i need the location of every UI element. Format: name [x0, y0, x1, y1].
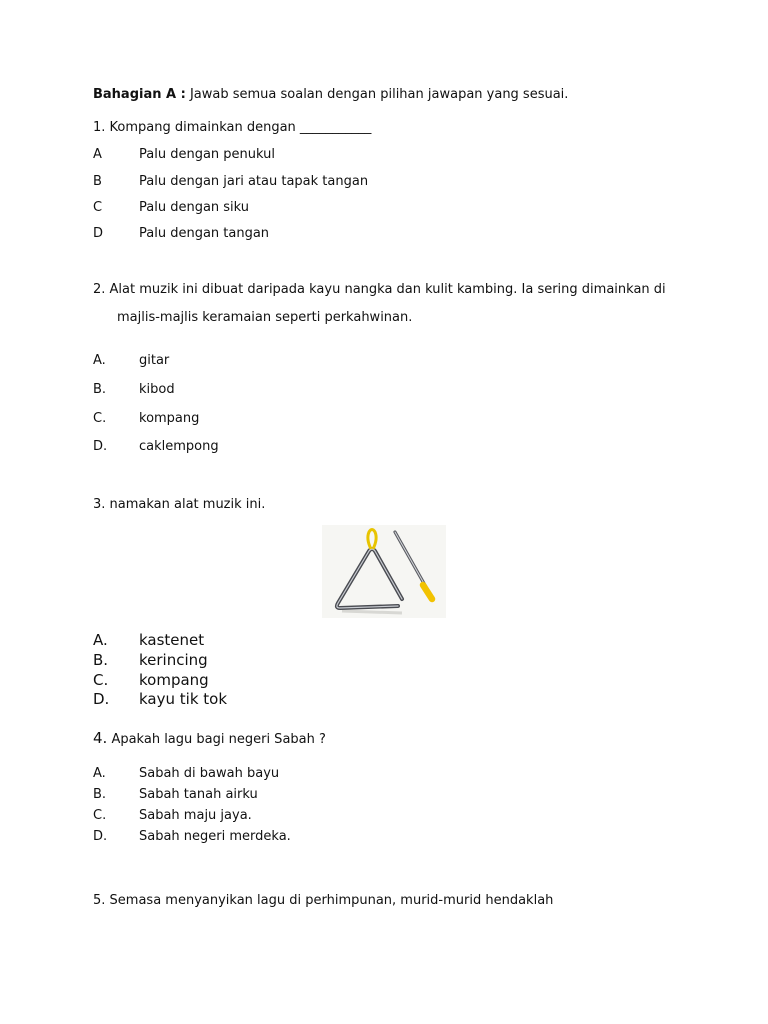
option-text: kompang — [139, 411, 200, 426]
option-letter: C. — [93, 411, 107, 426]
option-text: kompang — [139, 671, 209, 689]
option-text: caklempong — [139, 439, 219, 454]
option-letter: D. — [93, 829, 108, 844]
section-heading — [93, 87, 568, 103]
option-text: kayu tik tok — [139, 690, 228, 708]
option-text: Sabah negeri merdeka. — [139, 829, 291, 844]
option-letter: D. — [93, 690, 110, 708]
question-1: 1. Kompang dimainkan dengan ___________ — [93, 120, 372, 135]
option-letter: C — [93, 200, 103, 215]
triangle-icon — [322, 525, 446, 618]
option-letter: B. — [93, 651, 109, 669]
option-letter: A — [93, 147, 102, 162]
question-2-line-1: 2. Alat muzik ini dibuat daripada kayu nangka dan kulit kambing. Ia sering dimainkan di — [93, 282, 666, 297]
option-text: Palu dengan siku — [139, 200, 250, 215]
option-text: Palu dengan jari atau tapak tangan — [139, 174, 369, 189]
option-text: Sabah tanah airku — [139, 787, 258, 802]
question-number: 4. — [93, 729, 108, 747]
question-text: Apakah lagu bagi negeri Sabah ? — [107, 732, 326, 747]
option-text: Sabah maju jaya. — [139, 808, 252, 823]
section-instruction: Jawab semua soalan dengan pilihan jawapan yang sesuai. — [185, 87, 569, 102]
option-letter: A. — [93, 631, 108, 649]
section-label: Bahagian A : — [93, 87, 186, 102]
option-text: kastenet — [139, 631, 205, 649]
option-text: gitar — [139, 353, 170, 368]
option-letter: C. — [93, 808, 107, 823]
option-text: Palu dengan tangan — [139, 226, 270, 241]
option-letter: B. — [93, 787, 107, 802]
option-letter: D. — [93, 439, 108, 454]
option-letter: B. — [93, 382, 107, 397]
question-3: 3. namakan alat muzik ini. — [93, 497, 266, 512]
question-2-line-2: majlis-majlis keramaian seperti perkahwinan. — [117, 310, 413, 325]
option-letter: C. — [93, 671, 109, 689]
triangle-instrument-image — [322, 525, 446, 618]
option-text: Palu dengan penukul — [139, 147, 275, 162]
option-text: Sabah di bawah bayu — [139, 766, 280, 781]
option-letter: A. — [93, 353, 106, 368]
option-letter: A. — [93, 766, 106, 781]
option-text: kerincing — [139, 651, 208, 669]
question-5: 5. Semasa menyanyikan lagu di perhimpunan, murid-murid hendaklah — [93, 893, 554, 908]
option-letter: B — [93, 174, 102, 189]
question-4 — [93, 730, 326, 748]
option-letter: D — [93, 226, 104, 241]
option-text: kibod — [139, 382, 175, 397]
